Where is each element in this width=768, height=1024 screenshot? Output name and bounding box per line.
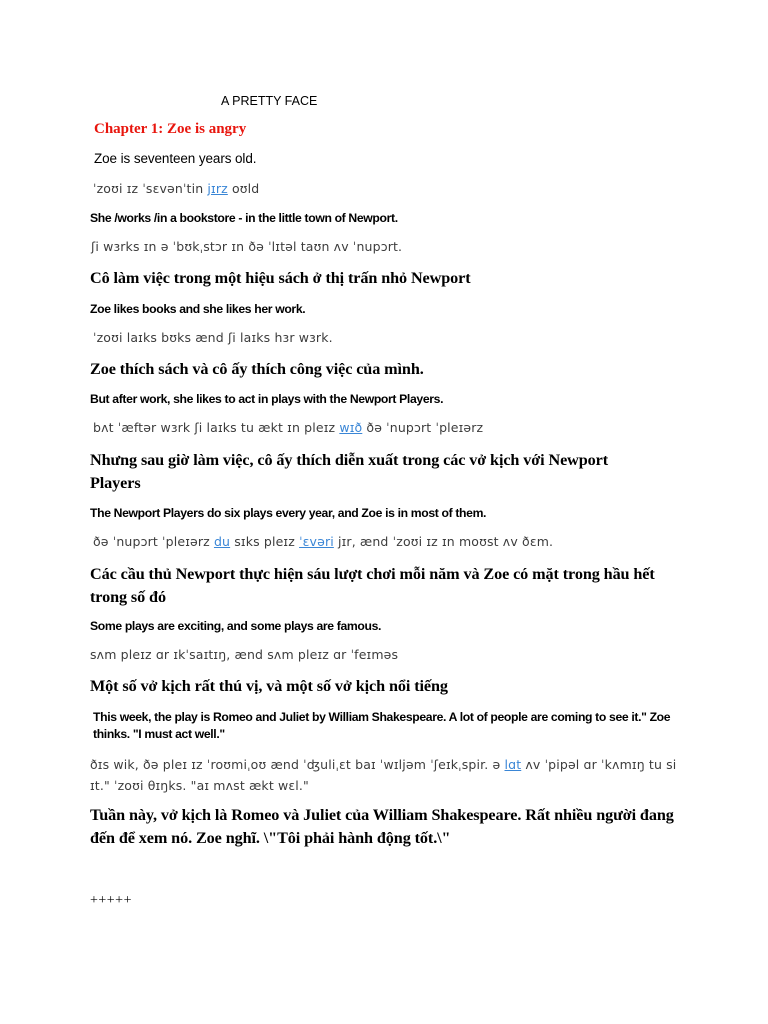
ipa-transcription: ʃi wɜrks ɪn ə ˈbʊkˌstɔr ɪn ðə ˈlɪtəl taʊn ʌv ˈnupɔrt. <box>91 239 403 254</box>
english-sentence: Zoe likes books and she likes her work. <box>90 302 306 316</box>
ipa-text: ʌv ˈpipəl ɑr ˈkʌmɪŋ tu si ɪt." ˈzoʊi θɪŋks. "aɪ mʌst ækt wɛl." <box>90 757 677 793</box>
ipa-transcription <box>90 754 682 796</box>
ipa-link[interactable]: ˈɛvəri <box>299 534 334 549</box>
vietnamese-translation: Nhưng sau giờ làm việc, cô ấy thích diễn xuất trong các vở kịch với Newport Players <box>90 451 609 492</box>
ipa-text: jɪr, ænd ˈzoʊi ɪz ɪn moʊst ʌv ðɛm. <box>333 534 554 549</box>
ipa-text: ðə ˈnupɔrt ˈpleɪərz <box>362 420 484 435</box>
ipa-transcription <box>93 181 259 196</box>
ipa-text: sɪks pleɪz <box>230 534 300 549</box>
vietnamese-translation: Tuần này, vở kịch là Romeo và Juliet của William Shakespeare. Rất nhiều người đang đến để xem nó. Zoe nghĩ. \"Tôi phải hành động tốt.\" <box>90 806 674 847</box>
ipa-text: ðɪs wik, ðə pleɪ ɪz ˈroʊmiˌoʊ ænd ˈʤuliˌɛt baɪ ˈwɪljəm ˈʃeɪkˌspir. ə <box>90 757 505 772</box>
ipa-transcription <box>93 534 553 549</box>
vietnamese-translation: Một số vở kịch rất thú vị, và một số vở kịch nổi tiếng <box>90 677 448 695</box>
ipa-transcription: sʌm pleɪz ɑr ɪkˈsaɪtɪŋ, ænd sʌm pleɪz ɑr ˈfeɪməs <box>90 647 399 662</box>
ipa-text: oʊld <box>227 181 260 196</box>
vietnamese-translation: Các cầu thủ Newport thực hiện sáu lượt chơi mỗi năm và Zoe có mặt trong hầu hết trong số đó <box>90 565 655 606</box>
vietnamese-translation: Cô làm việc trong một hiệu sách ở thị trấn nhỏ Newport <box>90 269 471 287</box>
ipa-text: ðə ˈnupɔrt ˈpleɪərz <box>93 534 214 549</box>
ipa-link[interactable]: wɪð <box>339 420 363 435</box>
ipa-transcription: ˈzoʊi laɪks bʊks ænd ʃi laɪks hɜr wɜrk. <box>93 330 333 345</box>
ipa-link[interactable]: du <box>213 534 231 549</box>
ipa-link[interactable]: lɑt <box>504 757 522 772</box>
english-sentence: She /works /in a bookstore - in the little town of Newport. <box>90 211 398 225</box>
ipa-text: bʌt ˈæftər wɜrk ʃi laɪks tu ækt ɪn pleɪz <box>93 420 340 435</box>
ipa-transcription <box>93 420 483 435</box>
english-sentence: Some plays are exciting, and some plays are famous. <box>90 619 382 633</box>
english-sentence: The Newport Players do six plays every year, and Zoe is in most of them. <box>90 506 487 520</box>
footer-marker: +++++ <box>90 893 132 908</box>
chapter-heading: Chapter 1: Zoe is angry <box>94 121 247 137</box>
vietnamese-translation: Zoe thích sách và cô ấy thích công việc của mình. <box>90 360 424 378</box>
english-sentence: This week, the play is Romeo and Juliet by William Shakespeare. A lot of people are coming to see it." Zoe thinks. "I must act well." <box>93 710 671 741</box>
document-title: A PRETTY FACE <box>221 94 318 108</box>
ipa-link[interactable]: jɪrz <box>207 181 228 196</box>
english-sentence: But after work, she likes to act in plays with the Newport Players. <box>90 392 444 406</box>
ipa-text: ˈzoʊi ɪz ˈsɛvənˈtin <box>93 181 208 196</box>
english-sentence: Zoe is seventeen years old. <box>94 151 257 166</box>
